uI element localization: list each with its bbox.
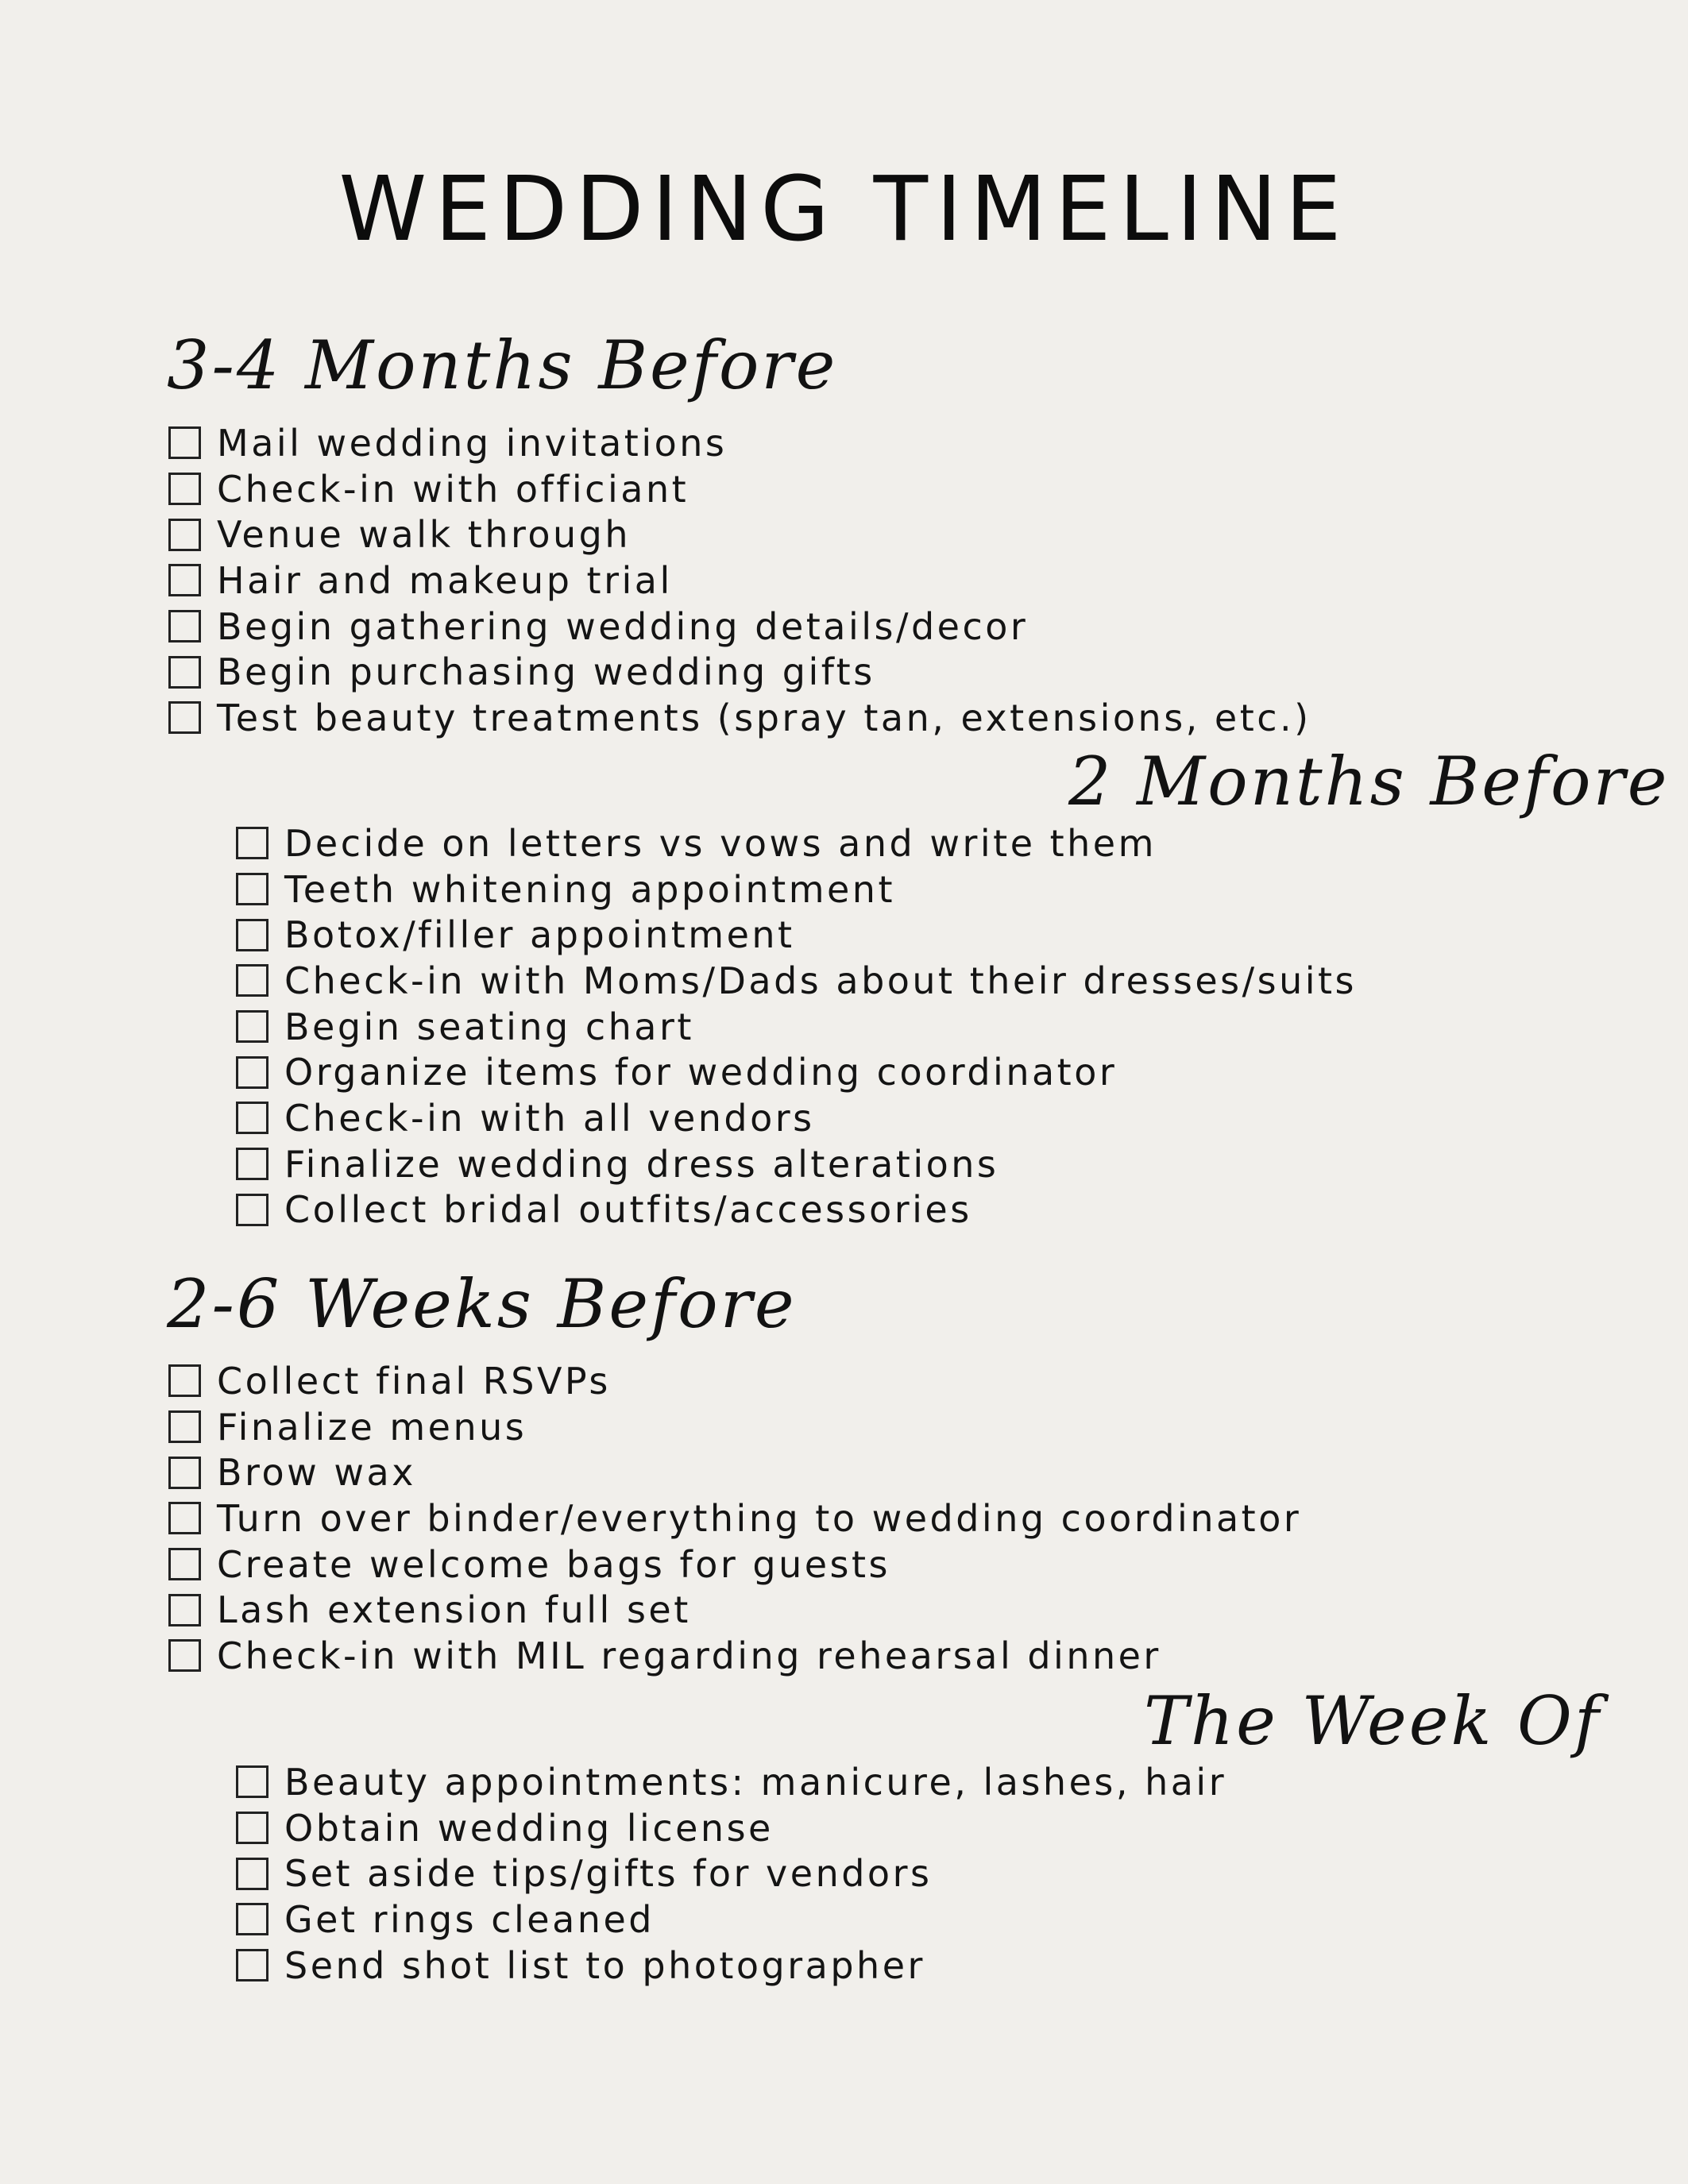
list-item xyxy=(236,1943,1226,1989)
list-item xyxy=(236,1897,1226,1943)
checkbox[interactable] xyxy=(236,1812,268,1844)
item-label: Brow wax xyxy=(217,1451,416,1495)
item-label: Create welcome bags for guests xyxy=(217,1542,891,1586)
item-label: Begin gathering wedding details/decor xyxy=(217,604,1029,648)
list-item xyxy=(236,1049,1357,1095)
section-heading-2-months: 2 Months Before xyxy=(1068,743,1670,820)
item-label: Check-in with all vendors xyxy=(284,1096,815,1140)
checkbox[interactable] xyxy=(168,1639,201,1672)
checkbox[interactable] xyxy=(168,1594,201,1626)
item-label: Finalize menus xyxy=(217,1405,527,1449)
checkbox[interactable] xyxy=(236,1949,268,1981)
item-label: Turn over binder/everything to wedding coordinator xyxy=(217,1496,1302,1540)
checkbox[interactable] xyxy=(236,827,268,859)
checkbox[interactable] xyxy=(168,1502,201,1534)
checkbox[interactable] xyxy=(236,1194,268,1226)
checkbox[interactable] xyxy=(236,1858,268,1890)
checkbox[interactable] xyxy=(236,919,268,951)
item-label: Organize items for wedding coordinator xyxy=(284,1051,1118,1094)
list-item xyxy=(168,420,1311,466)
item-label: Check-in with MIL regarding rehearsal dinner xyxy=(217,1634,1161,1677)
list-item xyxy=(236,1141,1357,1187)
checkbox[interactable] xyxy=(236,1102,268,1134)
item-label: Beauty appointments: manicure, lashes, hair xyxy=(284,1760,1227,1804)
checklist-3-4-months xyxy=(168,420,1311,741)
item-label: Botox/filler appointment xyxy=(284,913,795,957)
list-item xyxy=(168,1404,1301,1450)
item-label: Hair and makeup trial xyxy=(217,558,673,602)
item-label: Teeth whitening appointment xyxy=(284,867,896,911)
checklist-2-months xyxy=(236,820,1357,1233)
list-item xyxy=(236,912,1357,958)
item-label: Finalize wedding dress alterations xyxy=(284,1142,999,1186)
checkbox[interactable] xyxy=(168,519,201,551)
item-label: Send shot list to photographer xyxy=(284,1943,925,1987)
list-item xyxy=(168,1495,1301,1542)
checkbox[interactable] xyxy=(168,1364,201,1397)
list-item xyxy=(168,1542,1301,1588)
list-item xyxy=(236,1759,1226,1805)
list-item xyxy=(168,558,1311,604)
checkbox[interactable] xyxy=(168,426,201,459)
list-item xyxy=(236,820,1357,866)
section-heading-week-of: The Week Of xyxy=(1144,1682,1602,1760)
checkbox[interactable] xyxy=(236,1903,268,1935)
list-item xyxy=(236,958,1357,1004)
item-label: Get rings cleaned xyxy=(284,1897,655,1941)
checkbox[interactable] xyxy=(236,1010,268,1043)
checkbox[interactable] xyxy=(236,1148,268,1180)
list-item xyxy=(168,695,1311,741)
checkbox[interactable] xyxy=(236,1765,268,1798)
checkbox[interactable] xyxy=(236,964,268,997)
checkbox[interactable] xyxy=(168,564,201,596)
list-item xyxy=(168,1633,1301,1679)
item-label: Collect final RSVPs xyxy=(217,1359,611,1403)
item-label: Check-in with Moms/Dads about their dresses/suits xyxy=(284,959,1358,1002)
checkbox[interactable] xyxy=(168,701,201,734)
item-label: Mail wedding invitations xyxy=(217,421,728,465)
item-label: Collect bridal outfits/accessories xyxy=(284,1188,972,1232)
list-item xyxy=(236,1004,1357,1050)
item-label: Lash extension full set xyxy=(217,1588,691,1632)
item-label: Begin seating chart xyxy=(284,1005,694,1048)
list-item xyxy=(236,1850,1226,1897)
list-item xyxy=(236,1805,1226,1851)
item-label: Obtain wedding license xyxy=(284,1806,774,1850)
list-item xyxy=(168,466,1311,512)
item-label: Venue walk through xyxy=(217,513,632,557)
list-item xyxy=(236,1187,1357,1233)
list-item xyxy=(236,866,1357,913)
item-label: Set aside tips/gifts for vendors xyxy=(284,1852,933,1896)
checkbox[interactable] xyxy=(168,1548,201,1580)
checkbox[interactable] xyxy=(236,873,268,905)
item-label: Test beauty treatments (spray tan, extensions, etc.) xyxy=(217,696,1311,739)
list-item xyxy=(236,1095,1357,1141)
checkbox[interactable] xyxy=(168,610,201,642)
checkbox[interactable] xyxy=(236,1056,268,1089)
list-item xyxy=(168,1358,1301,1404)
item-label: Decide on letters vs vows and write them xyxy=(284,821,1157,865)
section-heading-2-6-weeks: 2-6 Weeks Before xyxy=(167,1265,797,1343)
list-item xyxy=(168,604,1311,650)
item-label: Check-in with officiant xyxy=(217,467,689,511)
list-item xyxy=(168,1587,1301,1633)
list-item xyxy=(168,1449,1301,1495)
page-title: WEDDING TIMELINE xyxy=(338,158,1350,261)
checklist-week-of xyxy=(236,1759,1226,1988)
item-label: Begin purchasing wedding gifts xyxy=(217,650,875,694)
checkbox[interactable] xyxy=(168,656,201,689)
list-item xyxy=(168,511,1311,558)
checkbox[interactable] xyxy=(168,1410,201,1443)
checkbox[interactable] xyxy=(168,473,201,505)
list-item xyxy=(168,649,1311,695)
checkbox[interactable] xyxy=(168,1457,201,1489)
section-heading-3-4-months: 3-4 Months Before xyxy=(167,326,838,404)
checklist-2-6-weeks xyxy=(168,1358,1301,1679)
